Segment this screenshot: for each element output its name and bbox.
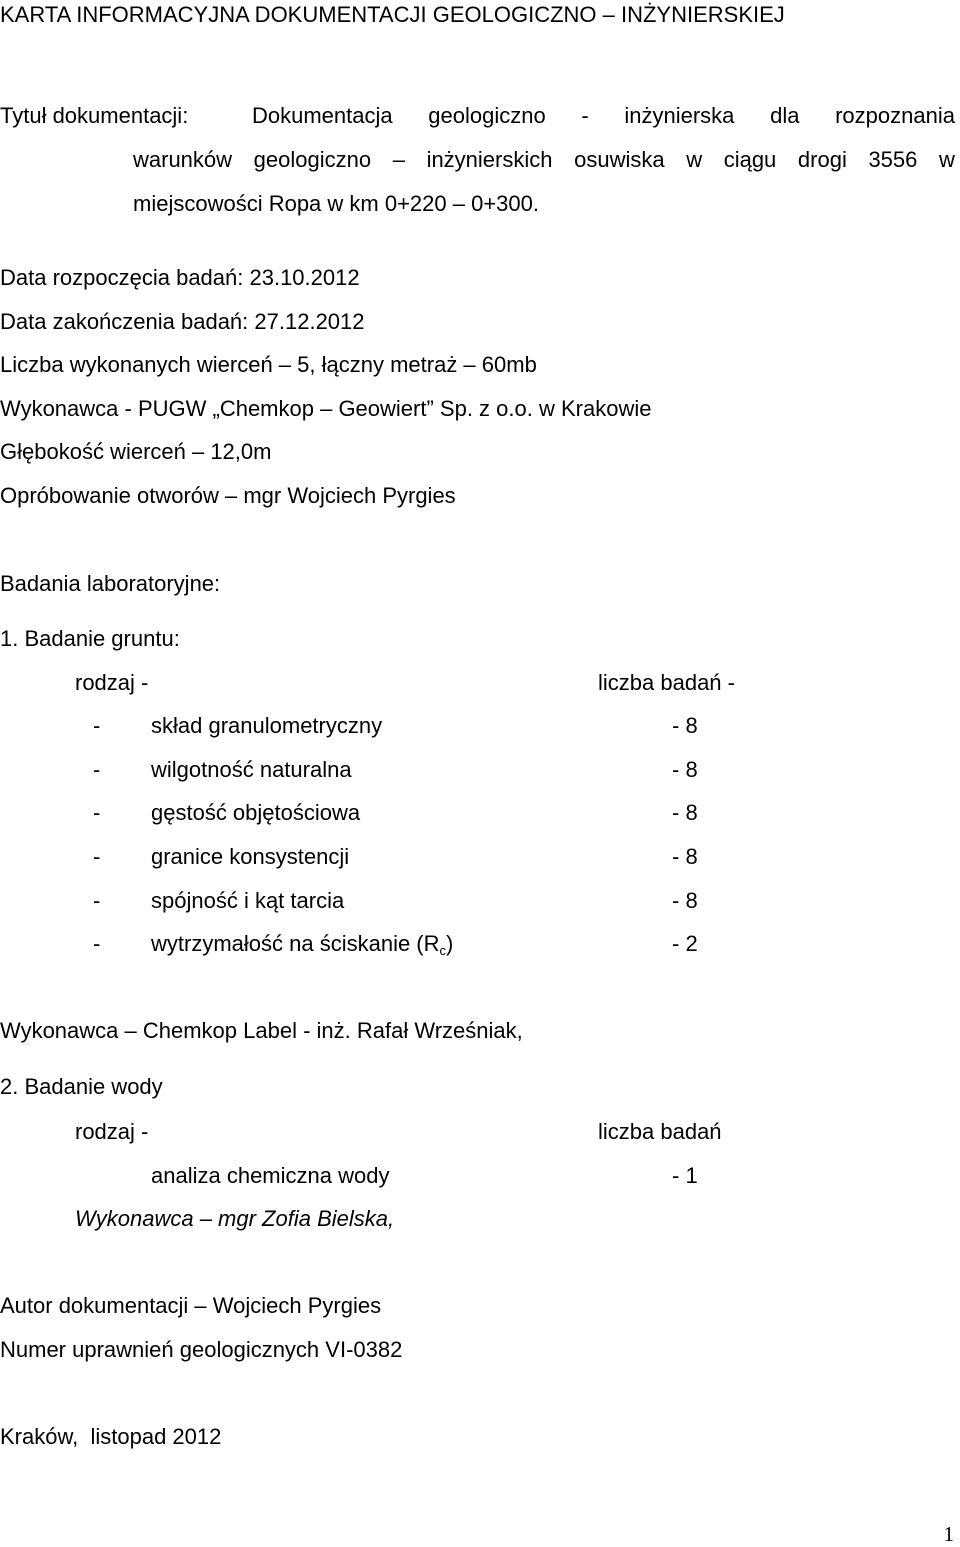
title-word: geologiczno [428, 103, 546, 128]
title-word: 3556 [868, 147, 918, 172]
end-date: Data zakończenia badań: 27.12.2012 [0, 309, 365, 334]
title-line-2 [133, 149, 955, 171]
test-name: spójność i kąt tarcia [151, 888, 345, 913]
test-count: - 8 [672, 888, 698, 913]
title-word: w [686, 147, 703, 172]
list-dash: - [93, 931, 101, 956]
license-number: Numer uprawnień geologicznych VI-0382 [0, 1337, 403, 1362]
title-word: inżynierska [624, 103, 735, 128]
test-count: - 1 [672, 1163, 698, 1188]
soil-heading: 1. Badanie gruntu: [0, 626, 180, 651]
title-word: - [581, 103, 589, 128]
title-line-3: miejscowości Ropa w km 0+220 – 0+300. [133, 191, 539, 216]
title-word: – [392, 147, 405, 172]
title-word: Dokumentacja [252, 103, 393, 128]
list-dash: - [93, 800, 101, 825]
title-word: warunków [133, 147, 233, 172]
list-dash: - [93, 888, 101, 913]
page-number: 1 [943, 1522, 954, 1546]
boreholes-count: Liczba wykonanych wierceń – 5, łączny metraż – 60mb [0, 352, 537, 377]
title-word: dla [770, 103, 800, 128]
test-name-text: wytrzymałość na ściskanie (R [151, 931, 440, 956]
title-word: inżynierskich [426, 147, 553, 172]
lab-heading: Badania laboratoryjne: [0, 571, 221, 596]
start-date: Data rozpoczęcia badań: 23.10.2012 [0, 265, 360, 290]
title-word: geologiczno [253, 147, 372, 172]
title-word: ciągu [723, 147, 777, 172]
test-name: skład granulometryczny [151, 713, 383, 738]
test-name: gęstość objętościowa [151, 800, 361, 825]
water-contractor: Wykonawca – mgr Zofia Bielska, [75, 1206, 395, 1231]
soil-contractor: Wykonawca – Chemkop Label - inż. Rafał Wrześniak, [0, 1018, 523, 1043]
test-name: wilgotność naturalna [151, 757, 352, 782]
title-line-1 [252, 105, 955, 127]
test-name: granice konsystencji [151, 844, 350, 869]
test-count: - 8 [672, 713, 698, 738]
closing-paren: ) [446, 931, 454, 956]
author-line: Autor dokumentacji – Wojciech Pyrgies [0, 1293, 382, 1318]
subscript: c [439, 943, 447, 958]
document-title: KARTA INFORMACYJNA DOKUMENTACJI GEOLOGICZNO – INŻYNIERSKIEJ [0, 2, 785, 27]
water-col-count: liczba badań [598, 1119, 722, 1144]
title-word: w [939, 147, 955, 172]
test-count: - 8 [672, 757, 698, 782]
title-word: drogi [797, 147, 847, 172]
test-count: - 8 [672, 800, 698, 825]
title-word: osuwiska [574, 147, 665, 172]
soil-col-count: liczba badań - [598, 670, 735, 695]
water-col-type: rodzaj - [75, 1119, 149, 1144]
water-heading: 2. Badanie wody [0, 1074, 163, 1099]
list-dash: - [93, 713, 101, 738]
test-name [151, 933, 453, 957]
contractor-line: Wykonawca - PUGW „Chemkop – Geowiert” Sp. z o.o. w Krakowie [0, 396, 652, 421]
title-label: Tytuł dokumentacji: [0, 103, 189, 128]
place-date: Kraków, listopad 2012 [0, 1424, 222, 1449]
list-dash: - [93, 757, 101, 782]
list-dash: - [93, 844, 101, 869]
test-count: - 2 [672, 931, 698, 956]
borehole-depth: Głębokość wierceń – 12,0m [0, 439, 272, 464]
sampling-line: Opróbowanie otworów – mgr Wojciech Pyrgies [0, 483, 456, 508]
soil-col-type: rodzaj - [75, 670, 149, 695]
test-count: - 8 [672, 844, 698, 869]
test-name: analiza chemiczna wody [151, 1163, 390, 1188]
title-word: rozpoznania [835, 103, 955, 128]
